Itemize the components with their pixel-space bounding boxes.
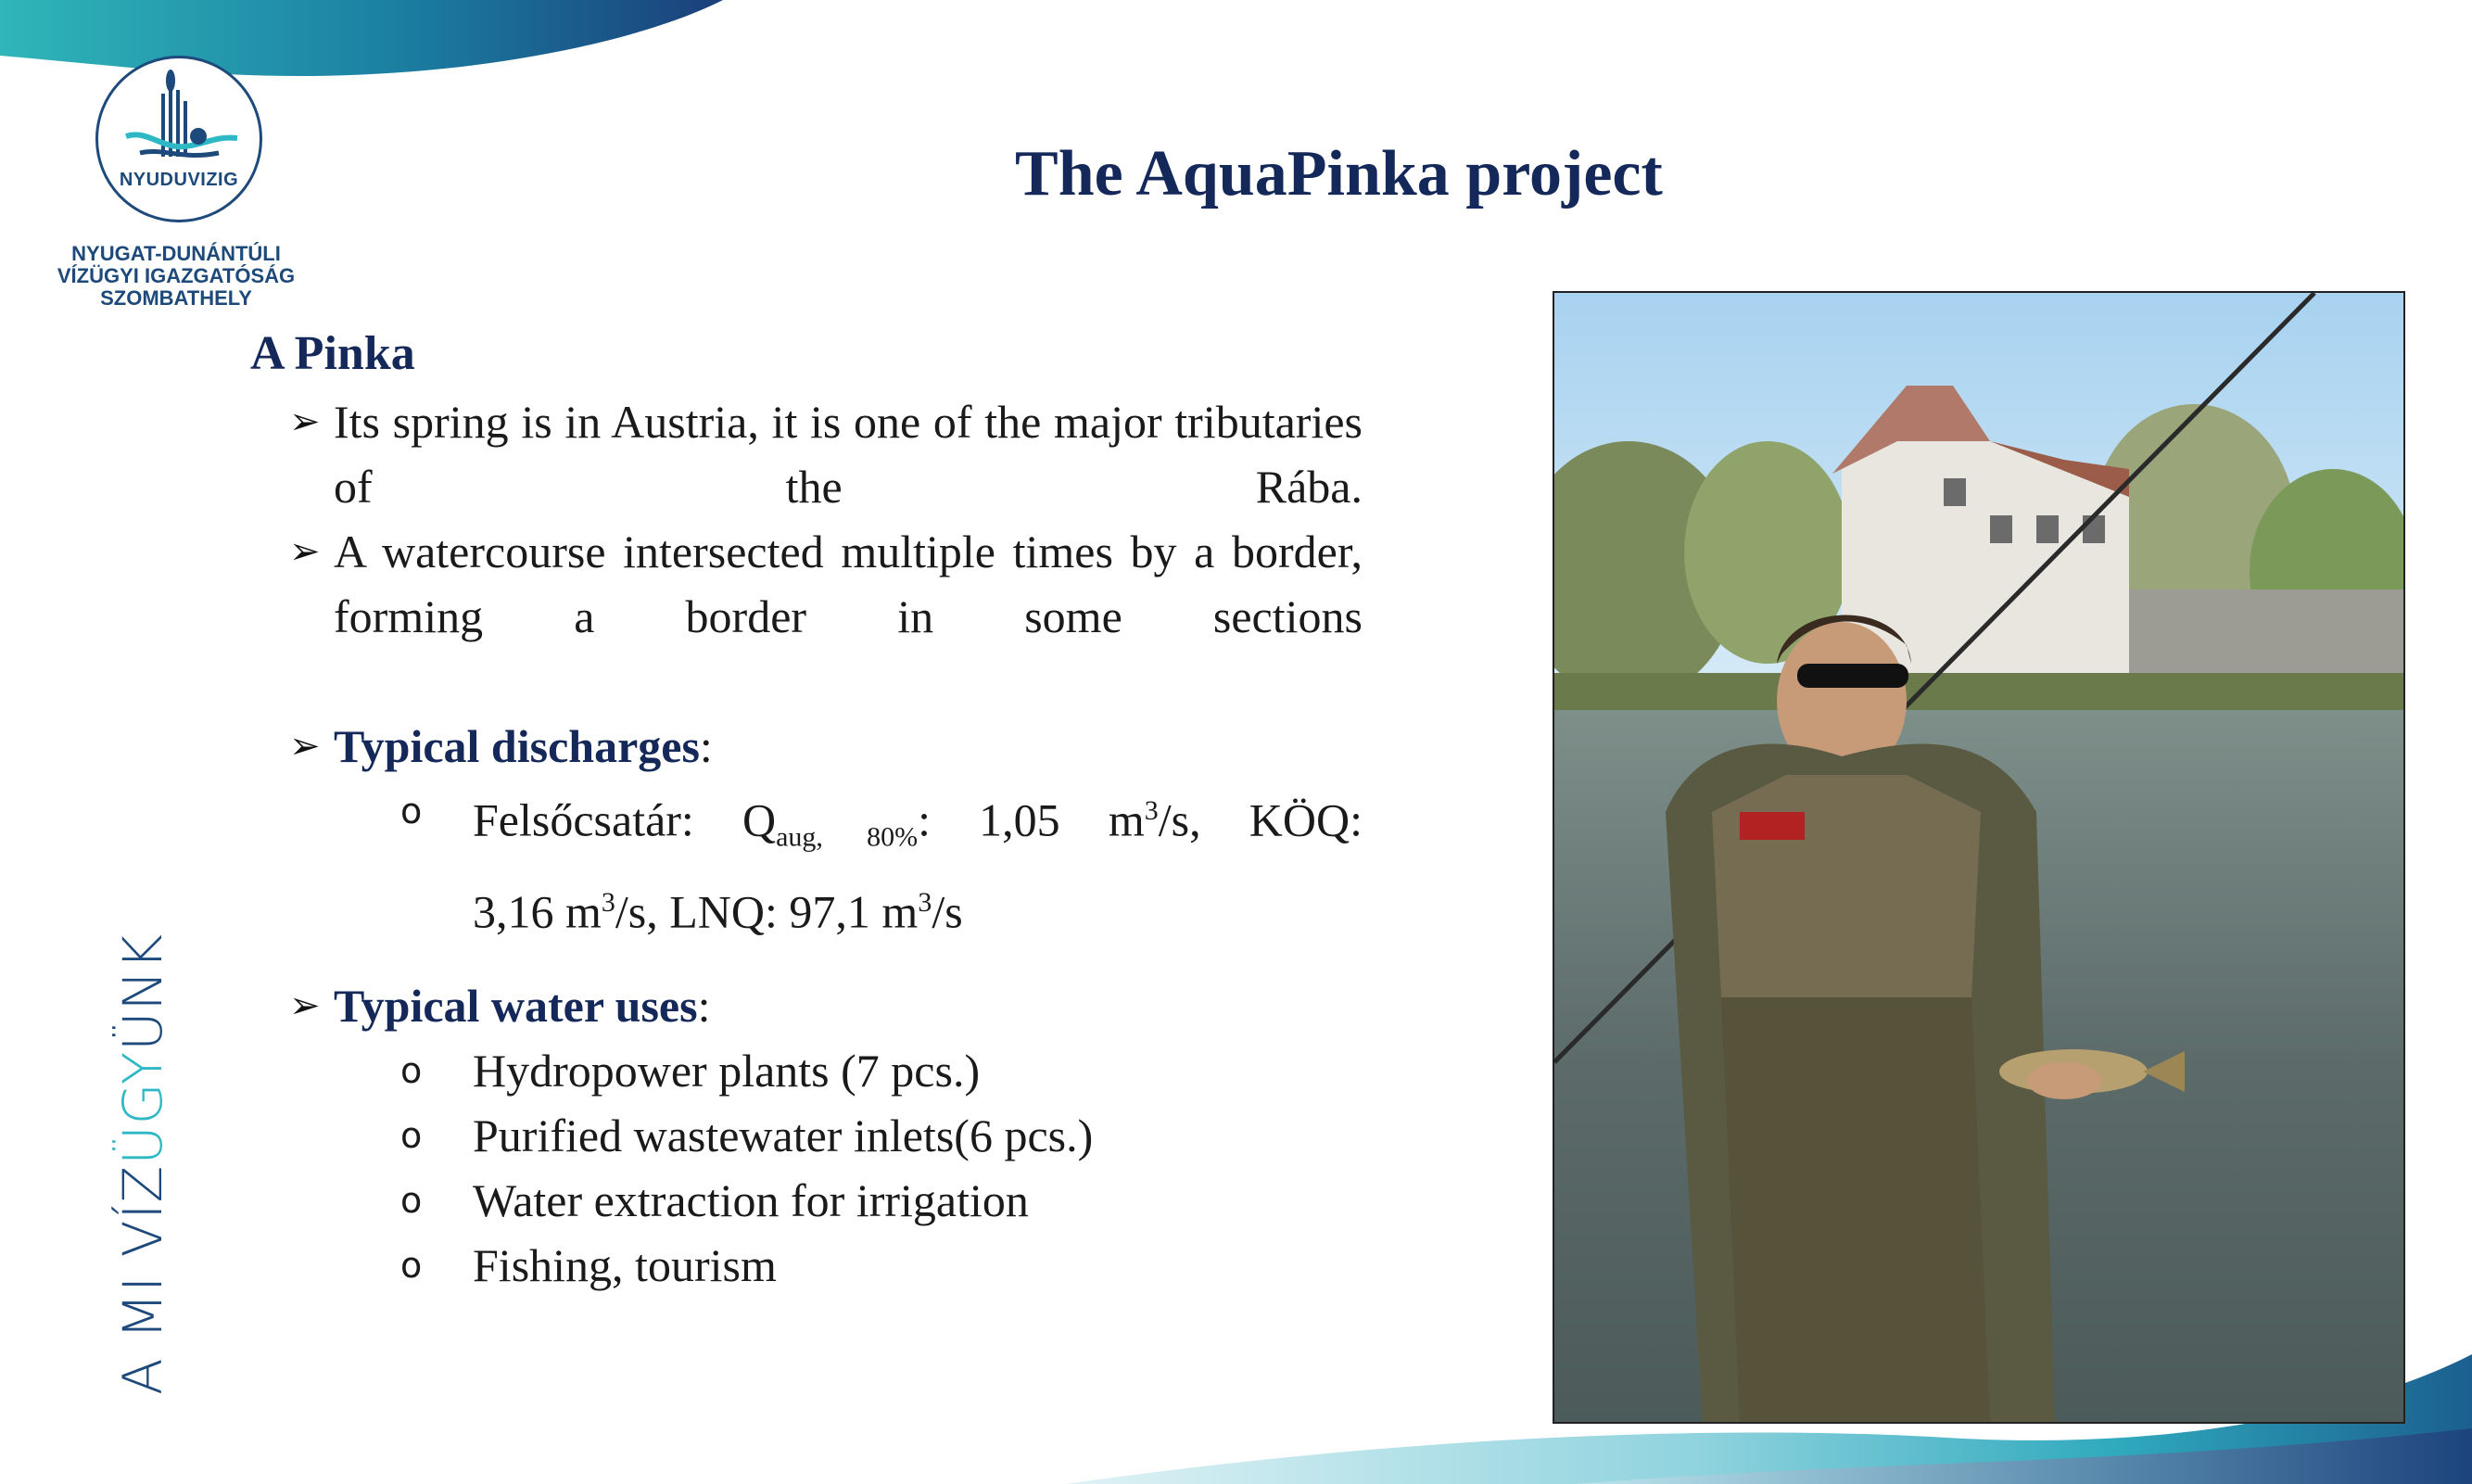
list-item [400, 1168, 1363, 1233]
arrow-bullet-icon: ➢ [289, 400, 321, 443]
angler-photo [1553, 291, 2405, 1424]
circle-bullet-icon: o [400, 1180, 423, 1221]
superscript: 3 [1144, 795, 1159, 826]
water-use-text: Purified wastewater inlets(6 pcs.) [473, 1110, 1094, 1161]
bullet-item [289, 973, 1363, 1038]
arrow-bullet-icon: ➢ [289, 530, 321, 573]
arrow-bullet-icon: ➢ [289, 725, 321, 767]
organization-logo [95, 56, 262, 222]
bullet-item [289, 389, 1363, 519]
org-name-line: VÍZÜGYI IGAZGATÓSÁG [57, 264, 296, 287]
discharge-line-2 [473, 870, 1363, 945]
circle-bullet-icon: o [400, 1115, 423, 1156]
vertical-slogan [111, 933, 174, 1395]
list-item [400, 1038, 1363, 1103]
arrow-bullet-icon: ➢ [289, 984, 321, 1027]
reed-wave-emblem-icon [98, 64, 260, 175]
circle-bullet-icon: o [400, 1245, 423, 1286]
label-colon: : [697, 980, 711, 1032]
angler-photo-illustration [1554, 293, 2403, 1422]
slogan-part: A MI VÍZ [111, 1164, 174, 1395]
org-name-line: NYUGAT-DUNÁNTÚLI [71, 242, 281, 265]
superscript: 3 [601, 886, 615, 918]
section-heading: A Pinka [250, 327, 415, 380]
list-item [400, 1103, 1363, 1168]
bullet-text: A watercourse intersected multiple times by a border, forming a border in some sections [334, 526, 1363, 642]
discharge-text: : 1,05 m [918, 793, 1145, 846]
slogan-part: ÜNK [111, 932, 174, 1051]
water-use-text: Fishing, tourism [473, 1239, 777, 1291]
bullet-item [289, 519, 1363, 649]
superscript: 3 [918, 886, 932, 918]
water-use-text: Hydropower plants (7 pcs.) [473, 1045, 981, 1097]
bullet-text: Its spring is in Austria, it is one of the major tributaries of the Rába. [334, 396, 1363, 513]
discharge-text: /s [932, 885, 963, 938]
discharge-text: 3,16 m [473, 885, 602, 938]
discharges-label: Typical discharges [334, 720, 700, 772]
bullet-item [289, 714, 1363, 779]
slogan-accent: ÜGY [111, 1050, 174, 1165]
water-use-text: Water extraction for irrigation [473, 1174, 1029, 1226]
circle-bullet-icon: o [400, 1050, 423, 1091]
organization-name [37, 243, 315, 310]
discharge-line-1 [473, 779, 1363, 870]
uses-label: Typical water uses [334, 980, 698, 1032]
discharge-text: /s, LNQ: 97,1 m [615, 885, 919, 938]
org-name-line: SZOMBATHELY [100, 286, 252, 310]
discharge-text: Felsőcsatár: Q [473, 793, 777, 846]
label-colon: : [699, 720, 713, 772]
discharge-subscript: aug, 80% [776, 821, 919, 853]
logo-wordmark: NYUDUVIZIG [119, 170, 239, 190]
discharge-text: /s, KÖQ: [1158, 793, 1363, 846]
circle-bullet-icon: o [400, 791, 423, 831]
discharge-item [400, 779, 1363, 944]
slide-title: The AquaPinka project [1015, 138, 1663, 209]
list-item [400, 1233, 1363, 1298]
